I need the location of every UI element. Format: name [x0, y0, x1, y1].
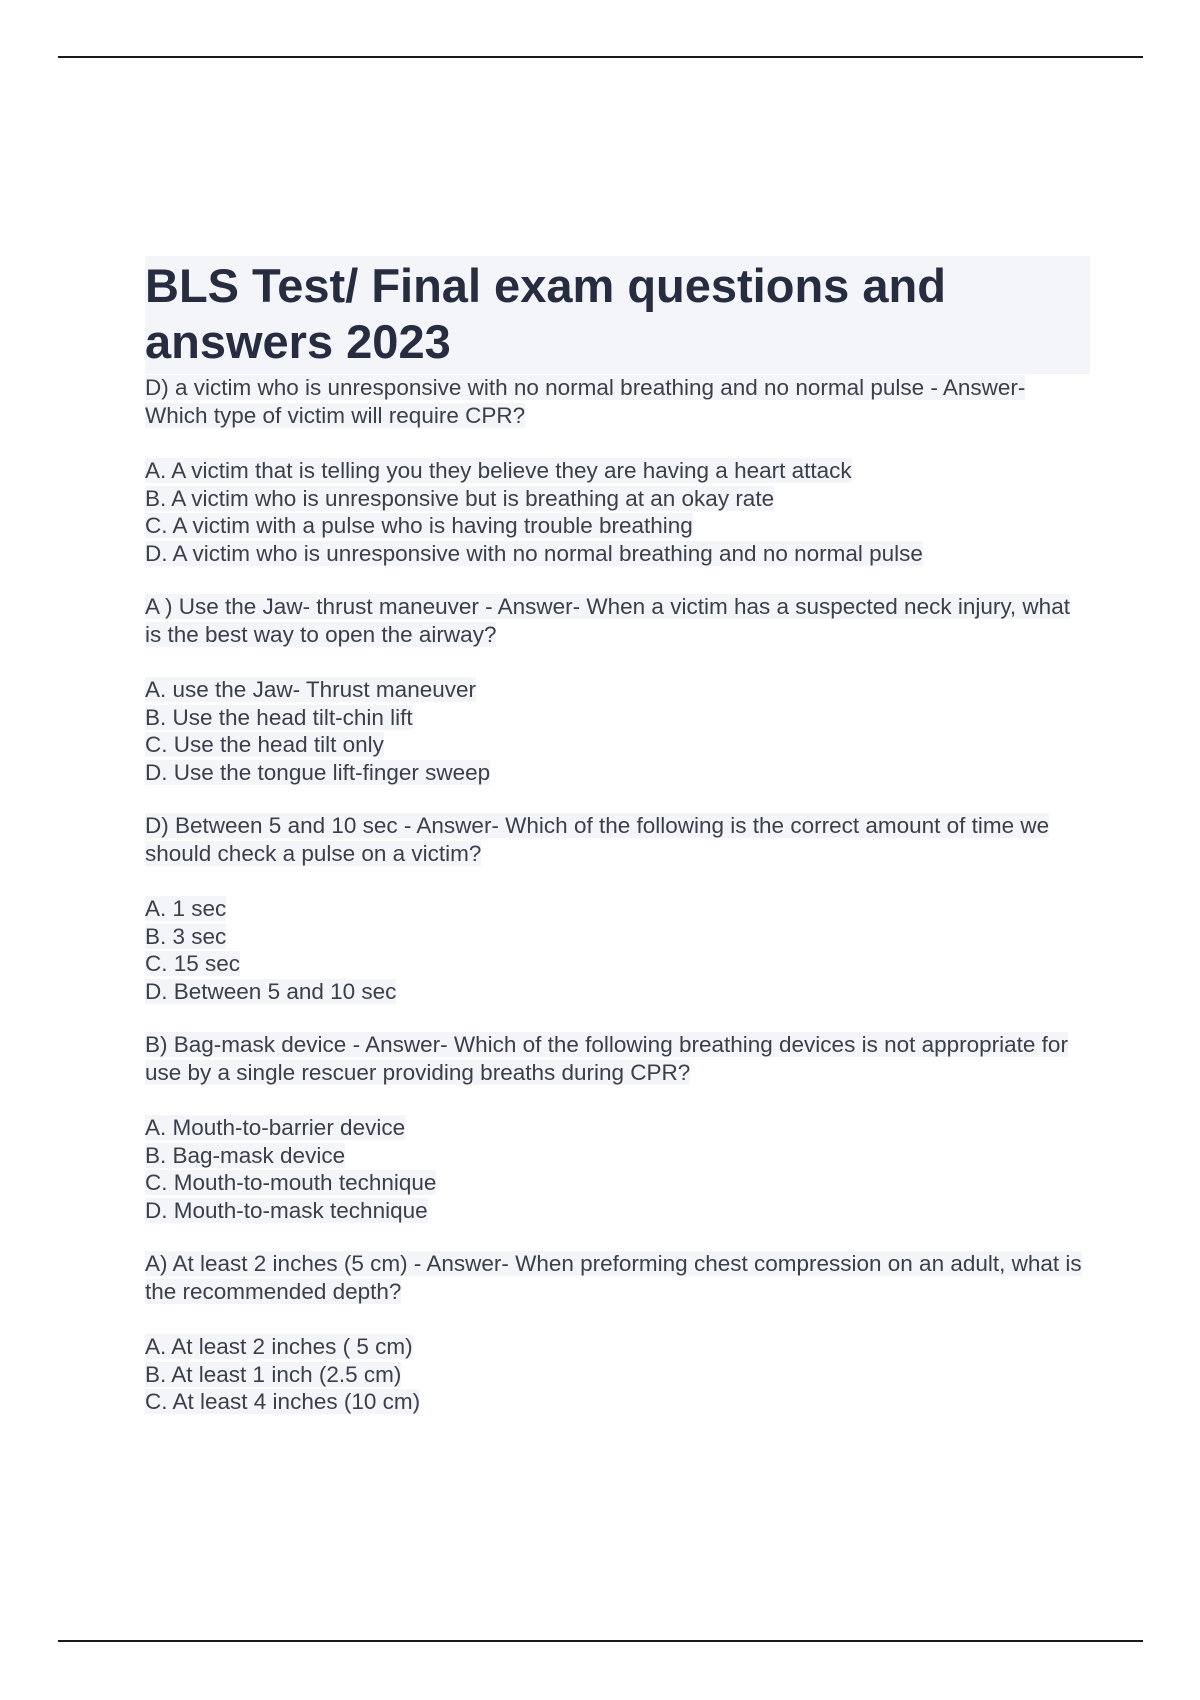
document-title: BLS Test/ Final exam questions and answers 2023 — [145, 256, 1090, 374]
question-text: A ) Use the Jaw- thrust maneuver - Answer- When a victim has a suspected neck injury, what is the best way to open the airway? — [145, 594, 1070, 647]
option-list — [145, 457, 1090, 567]
option-item: A. Mouth-to-barrier device — [145, 1115, 406, 1140]
option-item: C. At least 4 inches (10 cm) — [145, 1389, 421, 1414]
option-item: C. Mouth-to-mouth technique — [145, 1170, 437, 1195]
option-item: B. At least 1 inch (2.5 cm) — [145, 1361, 402, 1387]
option-item: D. A victim who is unresponsive with no normal breathing and no normal pulse — [145, 540, 923, 566]
option-item: D. Between 5 and 10 sec — [145, 978, 397, 1004]
option-item: C. A victim with a pulse who is having trouble breathing — [145, 513, 693, 538]
question-text: D) a victim who is unresponsive with no normal breathing and no normal pulse - Answer- Which type of victim will require CPR? — [145, 375, 1026, 428]
option-item: C. 15 sec — [145, 951, 241, 976]
option-item: D. Use the tongue lift-finger sweep — [145, 759, 491, 785]
question-block — [145, 1031, 1090, 1224]
question-text: B) Bag-mask device - Answer- Which of the following breathing devices is not appropriate for use by a single rescuer providing breaths during CPR? — [145, 1032, 1068, 1085]
question-block — [145, 374, 1090, 567]
question-block — [145, 1250, 1090, 1416]
question-text: A) At least 2 inches (5 cm) - Answer- When preforming chest compression on an adult, what is the recommended depth? — [145, 1251, 1082, 1304]
option-item: A. A victim that is telling you they believe they are having a heart attack — [145, 458, 852, 483]
option-item: B. 3 sec — [145, 923, 227, 949]
option-item: A. 1 sec — [145, 896, 227, 921]
question-block — [145, 593, 1090, 786]
option-list — [145, 1114, 1090, 1224]
option-item: A. At least 2 inches ( 5 cm) — [145, 1334, 413, 1359]
option-list — [145, 895, 1090, 1005]
top-rule — [58, 56, 1143, 58]
option-item: C. Use the head tilt only — [145, 732, 384, 757]
option-list — [145, 676, 1090, 786]
option-item: B. Use the head tilt-chin lift — [145, 704, 413, 730]
option-item: B. Bag-mask device — [145, 1142, 346, 1168]
option-item: B. A victim who is unresponsive but is breathing at an okay rate — [145, 485, 775, 511]
question-block — [145, 812, 1090, 1005]
question-text: D) Between 5 and 10 sec - Answer- Which of the following is the correct amount of time we should check a pulse on a victim? — [145, 813, 1050, 866]
option-list — [145, 1333, 1090, 1416]
option-item: A. use the Jaw- Thrust maneuver — [145, 677, 476, 702]
option-item: D. Mouth-to-mask technique — [145, 1197, 428, 1223]
document-body — [145, 256, 1090, 1442]
bottom-rule — [58, 1640, 1143, 1642]
